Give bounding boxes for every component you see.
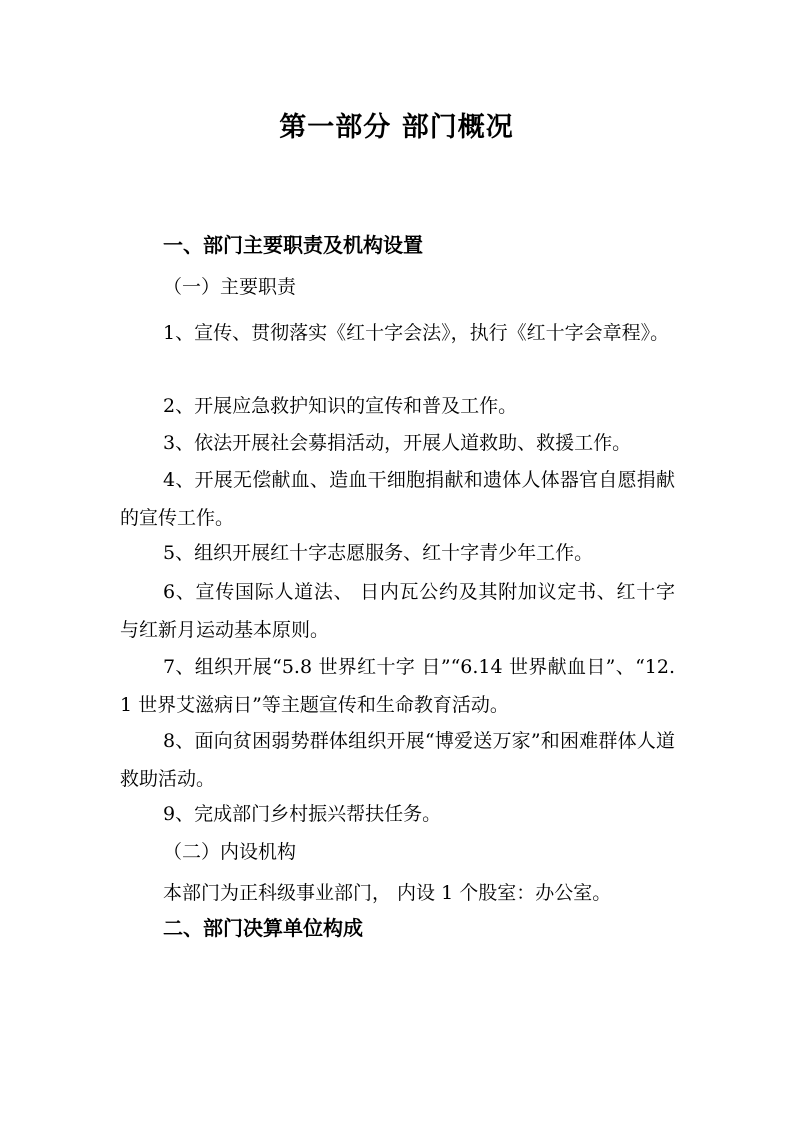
section-heading-budget-units: 二、部门决算单位构成 bbox=[163, 916, 363, 940]
duty-item-9: 9、完成部门乡村振兴帮扶任务。 bbox=[163, 803, 442, 825]
duty-item-1: 1、宣传、贯彻落实《红十字会法》，执行《红十字会章程》。 bbox=[163, 322, 670, 344]
subsection-heading-main-duties: （一）主要职责 bbox=[163, 276, 297, 298]
duty-item-3: 3、依法开展社会募捐活动，开展人道救助、救援工作。 bbox=[163, 432, 632, 454]
section-heading-duties-structure: 一、部门主要职责及机构设置 bbox=[163, 233, 423, 257]
internal-structure-text: 本部门为正科级事业部门， 内设 1 个股室：办公室。 bbox=[163, 882, 612, 904]
duty-item-8: 8、面向贫困弱势群体组织开展“博爱送万家”和困难群体人道救助活动。 bbox=[120, 730, 675, 790]
duty-item-5: 5、组织开展红十字志愿服务、红十字青少年工作。 bbox=[163, 542, 594, 564]
duty-item-6: 6、宣传国际人道法、 日内瓦公约及其附加议定书、红十字与红新月运动基本原则。 bbox=[120, 581, 675, 641]
duty-item-2: 2、开展应急救护知识的宣传和普及工作。 bbox=[163, 395, 518, 417]
duty-item-4: 4、开展无偿献血、造血干细胞捐献和遗体人体器官自愿捐献的宣传工作。 bbox=[120, 469, 675, 529]
subsection-heading-internal-structure: （二）内设机构 bbox=[163, 841, 297, 863]
page-title: 第一部分 部门概况 bbox=[279, 112, 514, 143]
duty-item-7: 7、组织开展“5.8 世界红十字 日”“6.14 世界献血日”、“12.1 世界艾滋病日”等主题宣传和生命教育活动。 bbox=[120, 656, 675, 716]
